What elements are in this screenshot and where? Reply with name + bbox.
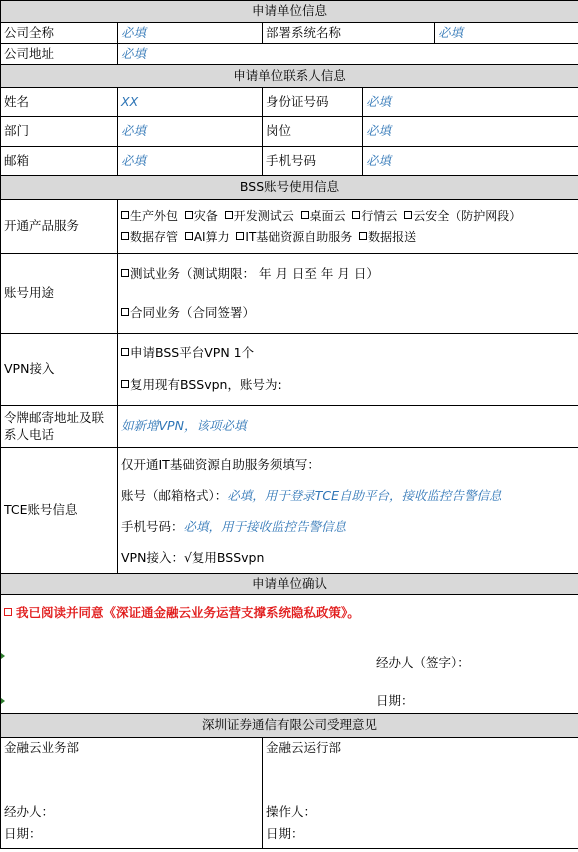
right-date-label: 日期：: [266, 826, 304, 841]
privacy-agree-option[interactable]: 我已阅读并同意《深证通金融云业务运营支撑系统隐私政策》。: [4, 605, 360, 622]
vpn-apply-option[interactable]: 申请BSS平台VPN 1个: [121, 345, 575, 362]
checkbox-icon: [4, 608, 12, 616]
tce-account-field[interactable]: 必填，用于登录TCE自助平台，接收监控告警信息: [227, 487, 502, 503]
email-field[interactable]: 必填: [118, 147, 263, 176]
mail-address-label: 令牌邮寄地址及联系人电话: [1, 406, 118, 448]
section-opinion: 深圳证券通信有限公司受理意见: [1, 714, 578, 738]
product-option[interactable]: 灾备: [185, 209, 218, 223]
checkbox-icon: [185, 232, 193, 240]
vpn-label: VPN接入: [1, 334, 118, 406]
company-name-label: 公司全称: [1, 23, 118, 44]
product-option[interactable]: IT基础资源自助服务: [236, 230, 352, 244]
usage-contract-option[interactable]: 合同业务（合同签署）: [121, 305, 575, 322]
system-name-field[interactable]: 必填: [435, 23, 578, 44]
handler-sign-label: 经办人（签字）：: [376, 655, 470, 670]
name-label: 姓名: [1, 88, 118, 117]
tce-mobile-line: [121, 511, 575, 542]
usage-test-option[interactable]: 测试业务（测试期限： 年 月 日至 年 月 日）: [121, 266, 575, 283]
mail-address-field[interactable]: 如新增VPN，该项必填: [118, 406, 578, 448]
id-field[interactable]: 必填: [363, 88, 578, 117]
system-name-label: 部署系统名称: [263, 23, 435, 44]
tce-vpn-line: VPN接入：√复用BSSvpn: [121, 549, 265, 565]
opinion-right: [263, 738, 578, 849]
usage-options: [118, 254, 578, 334]
checkbox-icon: [359, 232, 367, 240]
address-label: 公司地址: [1, 44, 118, 65]
company-name-field[interactable]: 必填: [118, 23, 263, 44]
section-contact: 申请单位联系人信息: [1, 65, 578, 88]
checkbox-icon: [121, 380, 129, 388]
dept-label: 部门: [1, 117, 118, 147]
vpn-options: [118, 334, 578, 406]
tce-label: TCE账号信息: [1, 448, 118, 574]
checkbox-icon: [352, 211, 360, 219]
right-operator-label: 操作人：: [266, 804, 317, 819]
post-label: 岗位: [263, 117, 363, 147]
checkbox-icon: [121, 348, 129, 356]
section-confirm: 申请单位确认: [1, 574, 578, 595]
product-option[interactable]: 数据存管: [121, 230, 178, 244]
product-option[interactable]: 行情云: [352, 209, 397, 223]
section-applicant: 申请单位信息: [1, 1, 578, 23]
tce-account-line: [121, 480, 575, 511]
vpn-reuse-option[interactable]: 复用现有BSSvpn，账号为:: [121, 377, 575, 394]
checkbox-icon: [236, 232, 244, 240]
left-handler-label: 经办人：: [4, 804, 55, 819]
address-field[interactable]: 必填: [118, 44, 578, 65]
cell-marker-icon: [1, 698, 5, 704]
email-label: 邮箱: [1, 147, 118, 176]
ops-dept-label: 金融云运行部: [266, 740, 342, 755]
checkbox-icon: [121, 232, 129, 240]
product-option[interactable]: 开发测试云: [225, 209, 294, 223]
confirm-area: [1, 595, 578, 714]
tce-mobile-field[interactable]: 必填，用于接收监控告警信息: [183, 518, 347, 534]
mobile-field[interactable]: 必填: [363, 147, 578, 176]
checkbox-icon: [121, 308, 129, 316]
product-option[interactable]: 桌面云: [301, 209, 346, 223]
dept-field[interactable]: 必填: [118, 117, 263, 147]
tce-mobile-label: 手机号码：: [121, 518, 184, 534]
id-label: 身份证号码: [263, 88, 363, 117]
products-label: 开通产品服务: [1, 200, 118, 254]
business-dept-label: 金融云业务部: [4, 740, 80, 755]
checkbox-icon: [225, 211, 233, 219]
tce-note: 仅开通IT基础资源自助服务须填写：: [121, 456, 320, 472]
mobile-label: 手机号码: [263, 147, 363, 176]
product-option[interactable]: 云安全（防护网段）: [404, 209, 521, 223]
checkbox-icon: [301, 211, 309, 219]
checkbox-icon: [121, 211, 129, 219]
cell-marker-icon: [1, 653, 5, 659]
section-bss: BSS账号使用信息: [1, 176, 578, 200]
post-field[interactable]: 必填: [363, 117, 578, 147]
tce-info: [118, 448, 578, 574]
checkbox-icon: [121, 269, 129, 277]
confirm-date-label: 日期：: [376, 693, 414, 708]
product-option[interactable]: 数据报送: [359, 230, 416, 244]
usage-label: 账号用途: [1, 254, 118, 334]
products-options: [118, 200, 578, 254]
checkbox-icon: [404, 211, 412, 219]
checkbox-icon: [185, 211, 193, 219]
left-date-label: 日期：: [4, 826, 42, 841]
product-option[interactable]: AI算力: [185, 230, 230, 244]
opinion-left: [1, 738, 263, 849]
product-option[interactable]: 生产外包: [121, 209, 178, 223]
tce-account-label: 账号（邮箱格式）：: [121, 487, 228, 503]
name-field[interactable]: XX: [118, 88, 263, 117]
